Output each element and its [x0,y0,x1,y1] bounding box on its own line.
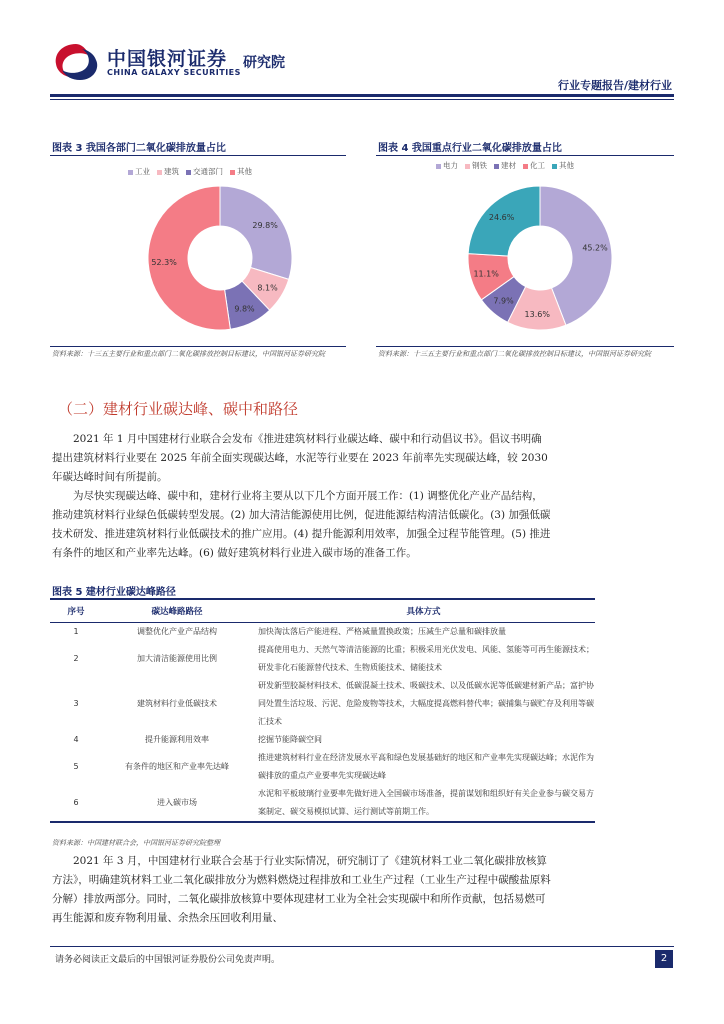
galaxy-logo-icon [50,40,102,84]
fig3-legend-item [128,166,150,177]
fig3-legend-label: 建筑 [164,167,179,176]
figure-3-title-rule [50,155,346,156]
fig3-legend-swatch [230,170,235,175]
fig3-legend-label: 交通部门 [193,167,223,176]
header-divider-thin [50,99,674,100]
fig4-legend-swatch [465,164,470,169]
row-no: 1 [73,627,79,636]
fig4-legend-swatch [436,164,441,169]
fig4-data-label: 13.6% [524,309,550,319]
figure-4-source: 资料来源：十三五主要行业和重点部门二氧化碳排放控制目标建议，中国银河证券研究院 [378,350,651,358]
fig3-legend-item [157,166,179,177]
table-header-row [50,599,595,623]
table-row [50,641,595,677]
row-no: 2 [73,654,79,663]
fig4-legend-swatch [552,164,557,169]
carbon-peak-route-table [50,598,595,823]
row-method: 挖掘节能降碳空间 [258,735,322,744]
fig4-legend-item [523,160,545,171]
table-title: 图表 5 建材行业碳达峰路径 [52,587,176,598]
row-no: 3 [73,699,79,708]
row-method: 研发新型胶凝材料技术、低碳混凝土技术、吸碳技术、以及低碳水泥等低碳建材新产品；富护协同处置生活垃圾、污泥、危险废物等技术，大幅度提高燃料替代率；碳捕集与碳贮存及利用等碳汇技术 [258,681,594,726]
paragraph-2: 为尽快实现碳达峰、碳中和，建材行业将主要从以下几个方面开展工作：(1) 调整优化产业产品结构，推动建筑材料行业绿色低碳转型发展。(2) 加大清洁能源使用比例，促进能源结构清洁低碳化。(3) 加强低碳技术研发、推进建筑材料行业低碳技术的推广应用。(4) 提升能源利用效率，加强全过程节能管理。(5) 推进有条件的地区和产业率先达峰。(6) 做好建筑材料行业进入碳市场的准备工作。 [52,490,551,559]
column-header-method: 具体方式 [252,599,595,623]
row-path: 有条件的地区和产业率先达峰 [125,762,229,771]
fig3-data-label: 29.8% [252,220,278,230]
row-no: 5 [73,762,79,771]
figure-4-donut-chart [420,180,660,350]
figure-3-legend [128,166,252,177]
fig3-legend-swatch [157,170,162,175]
fig4-legend-item [494,160,516,171]
row-method: 水泥和平板玻璃行业要率先做好进入全国碳市场准备，提前谋划和组织好有关企业参与碳交易方案制定、碳交易模拟试算、运行测试等前期工作。 [252,785,595,822]
fig4-legend-swatch [523,164,528,169]
fig3-slice-1 [220,186,292,279]
fig3-data-label: 8.1% [257,283,278,293]
column-header-no: 序号 [50,599,102,623]
fig3-legend-swatch [128,170,133,175]
fig4-legend-label: 化工 [530,161,545,170]
table-row [50,731,595,749]
row-no: 6 [50,785,102,822]
figure-3-source: 资料来源：十三五主要行业和重点部门二氧化碳排放控制目标建议，中国银河证券研究院 [52,350,325,358]
fig4-legend-swatch [494,164,499,169]
row-method: 提高使用电力、天然气等清洁能源的比重；积极采用光伏发电、风能、氢能等可再生能源技术；研发非化石能源替代技术、生物质能技术、储能技术 [258,645,594,672]
brand-department: 研究院 [243,55,285,71]
table-row [50,623,595,642]
fig3-legend-swatch [186,170,191,175]
fig4-data-label: 11.1% [473,269,499,279]
fig3-data-label: 52.3% [151,258,177,268]
fig4-data-label: 24.6% [488,213,515,223]
figure-3-donut-chart [100,180,340,350]
paragraph-1: 2021 年 1 月中国建材行业联合会发布《推进建筑材料行业碳达峰、碳中和行动倡议书》。倡议书明确提出建筑材料行业要在 2025 年前全面实现碳达峰，水泥等行业要在 2023 年前率先实现碳达峰，较 2030 年碳达峰时间有所提前。 [52,433,548,483]
table-row [50,749,595,785]
fig4-legend-label: 钢铁 [472,161,487,170]
figure-4-title-rule [376,155,674,156]
closing-paragraph: 2021 年 3 月，中国建材行业联合会基于行业实际情况，研究制订了《建筑材料工业二氧化碳排放核算方法》，明确建筑材料工业二氧化碳排放分为燃料燃烧过程排放和工业生产过程（工业生产过程中碳酸盐原料分解）排放两部分。同时，二氧化碳排放核算中要体现建材工业为全社会实现碳中和所作贡献，包括易燃可再生能源和废弃物利用量、余热余压回收利用量、 [52,855,551,924]
fig3-legend-label: 工业 [135,167,150,176]
fig3-legend-item [186,166,223,177]
figure-4-title: 图表 4 我国重点行业二氧化碳排放量占比 [378,143,562,154]
fig3-legend-item [230,166,252,177]
fig4-legend-label: 电力 [443,161,458,170]
row-no: 4 [73,735,79,744]
row-method: 推进建筑材料行业在经济发展水平高和绿色发展基础好的地区和产业率先实现碳达峰；水泥作为碳排放的重点产业要率先实现碳达峰 [258,753,594,780]
fig4-legend-item [552,160,574,171]
table-row [50,785,595,822]
fig3-legend-label: 其他 [237,167,252,176]
fig4-legend-item [465,160,487,171]
section-title: （二）建材行业碳达峰、碳中和路径 [58,400,299,418]
brand-name-en: CHINA GALAXY SECURITIES [107,68,241,77]
row-path: 调整优化产业产品结构 [137,627,217,636]
table-row [50,677,595,731]
footer-divider [50,946,674,947]
row-method: 加快淘汰落后产能进程、严格减量置换政策；压减生产总量和碳排放量 [258,627,506,636]
page-number: 2 [655,950,673,968]
column-header-path: 碳达峰路路径 [102,599,252,623]
fig4-legend-label: 建材 [501,161,516,170]
fig4-data-label: 45.2% [582,243,608,253]
fig4-legend-label: 其他 [559,161,574,170]
row-path: 加大清洁能源使用比例 [137,654,217,663]
row-path: 进入碳市场 [102,785,252,822]
fig4-data-label: 7.9% [493,296,514,306]
figure-3-title: 图表 3 我国各部门二氧化碳排放量占比 [52,143,226,154]
disclaimer-note: 请务必阅读正文最后的中国银河证券股份公司免责声明。 [55,955,281,965]
brand-name-cn: 中国银河证券 [107,48,228,70]
figure-4-legend [436,160,574,171]
header-divider [50,94,674,97]
fig4-legend-item [436,160,458,171]
table-source: 资料来源：中国建材联合会，中国银河证券研究院整理 [52,839,220,847]
report-type: 行业专题报告/建材行业 [557,79,672,92]
fig3-data-label: 9.8% [234,304,255,314]
row-path: 提升能源利用效率 [145,735,209,744]
row-path: 建筑材料行业低碳技术 [137,699,217,708]
